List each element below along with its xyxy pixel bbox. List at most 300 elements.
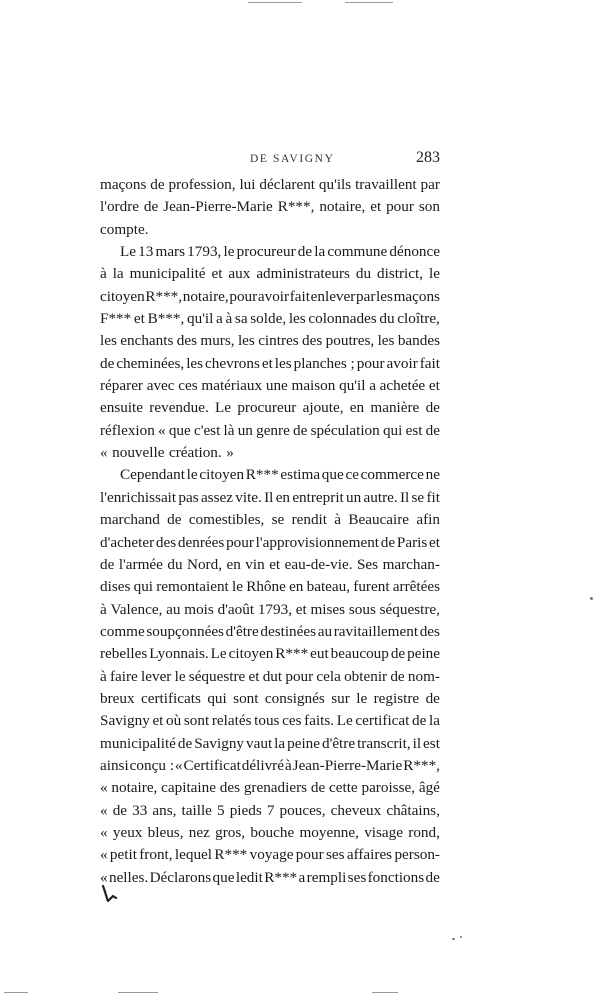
text-word: en xyxy=(289,578,304,596)
text-word: citoyen xyxy=(228,645,274,663)
text-word: de xyxy=(112,801,128,819)
text-word: et xyxy=(261,354,273,372)
text-word: voyage xyxy=(249,846,294,864)
text-word: au xyxy=(317,622,333,640)
text-word: procureur xyxy=(236,243,296,261)
text-word: en xyxy=(275,488,291,506)
text-word: certificats xyxy=(141,689,201,707)
text-word: Il xyxy=(264,488,274,506)
text-word: mises xyxy=(310,600,346,618)
text-word: sont xyxy=(183,712,210,730)
text-word: Valence, xyxy=(110,600,163,618)
text-word: eut xyxy=(310,645,329,663)
text-word: cette xyxy=(329,779,358,797)
text-word: Le xyxy=(210,645,227,663)
text-word: person- xyxy=(394,846,440,864)
text-word: d'être xyxy=(321,734,356,752)
text-word: rempli xyxy=(306,868,347,886)
text-word: qui xyxy=(207,689,227,707)
text-word: pour xyxy=(386,198,414,216)
text-word: un xyxy=(346,488,362,506)
text-word: au xyxy=(166,600,181,618)
text-word: eau-de-vie. xyxy=(284,555,353,573)
text-word: municipalité xyxy=(129,265,206,283)
text-word: de xyxy=(167,511,182,529)
text-word: travaillent xyxy=(355,176,417,193)
text-word: création. xyxy=(168,444,222,462)
text-word: remontaient xyxy=(156,578,229,596)
text-word: et xyxy=(269,555,281,573)
text-word: citoyen xyxy=(100,287,145,305)
text-word: taille xyxy=(181,801,212,819)
text-line xyxy=(100,733,440,755)
text-word: les xyxy=(186,354,204,372)
text-word: de xyxy=(425,689,440,707)
text-line xyxy=(100,241,440,263)
text-word: « xyxy=(100,823,108,841)
text-word: administrateurs xyxy=(256,265,350,283)
ink-flourish-mark xyxy=(100,883,120,905)
text-word: petit xyxy=(109,846,137,864)
text-word: paroisse, xyxy=(361,779,416,797)
text-word: à xyxy=(100,265,107,283)
text-word: et xyxy=(211,265,223,283)
text-word: chevrons xyxy=(205,354,260,372)
text-word: estima xyxy=(280,466,321,484)
text-line xyxy=(100,420,440,442)
text-word: marchan- xyxy=(382,555,440,573)
text-word: « xyxy=(174,756,183,774)
text-word: de xyxy=(297,243,313,261)
text-word: ces xyxy=(282,712,302,730)
text-word: et xyxy=(152,712,164,730)
text-word: ensuite xyxy=(100,399,144,417)
text-word: du xyxy=(379,310,395,328)
scan-speck xyxy=(590,597,593,600)
text-word: à xyxy=(100,600,107,618)
text-word: âgé xyxy=(418,779,440,797)
text-word: denrées xyxy=(177,533,225,551)
text-word: » xyxy=(226,444,234,462)
text-line xyxy=(100,822,440,844)
text-word: commerce xyxy=(360,466,424,484)
text-word: avec xyxy=(146,377,175,395)
text-word: 1793, xyxy=(257,600,292,618)
text-word: de xyxy=(310,779,326,797)
text-word: tous xyxy=(254,712,280,730)
text-word: Savigny xyxy=(100,712,150,730)
text-word: « xyxy=(158,421,166,439)
text-word: faits. xyxy=(304,712,335,730)
text-word: cela xyxy=(316,667,341,685)
text-line xyxy=(100,286,440,308)
text-word: ajoute, xyxy=(302,399,344,417)
text-line xyxy=(100,554,440,576)
text-word: Le xyxy=(215,399,232,417)
text-word: municipalité xyxy=(100,734,176,752)
text-word: murs, xyxy=(200,332,235,350)
text-word: de xyxy=(412,712,427,730)
text-word: Certificat xyxy=(183,756,241,774)
page-number: 283 xyxy=(416,149,440,166)
text-word: bandes xyxy=(397,332,440,350)
text-word: enchants xyxy=(120,332,174,350)
text-word: et xyxy=(295,600,307,618)
text-word: de xyxy=(143,198,159,216)
text-word: ravitaillement xyxy=(333,622,419,640)
text-word: Jean-Pierre-Marie xyxy=(292,756,403,774)
text-word: Le xyxy=(336,712,353,730)
text-word: notaire, xyxy=(319,198,366,216)
text-word: et xyxy=(428,377,440,395)
text-word: bouche xyxy=(250,823,295,841)
text-word: revendue. xyxy=(149,399,209,417)
text-word: avoir xyxy=(386,354,418,372)
text-word: ses xyxy=(347,868,367,886)
text-word: il xyxy=(412,734,422,752)
text-line xyxy=(100,599,440,621)
text-word: planches ; xyxy=(293,354,355,372)
text-word: nez xyxy=(188,823,210,841)
scan-edge-mark xyxy=(118,992,158,993)
text-word: par xyxy=(355,287,376,305)
scan-edge-mark xyxy=(248,2,302,3)
text-word: délivré xyxy=(241,756,284,774)
text-word: comestibles, xyxy=(188,511,265,529)
text-word: de xyxy=(425,399,440,417)
text-word: citoyen xyxy=(199,466,245,484)
text-word: furent xyxy=(353,578,390,596)
text-word: vin xyxy=(245,555,265,573)
text-word: ces xyxy=(178,377,198,395)
text-word: à xyxy=(334,511,342,529)
text-word: Cependant xyxy=(120,466,185,484)
text-word: qui xyxy=(133,578,154,596)
text-word: procureur xyxy=(237,399,297,417)
text-line xyxy=(100,219,440,241)
text-word: ans, xyxy=(152,801,177,819)
text-word: pour xyxy=(229,287,258,305)
text-line xyxy=(100,397,440,419)
text-word: peine xyxy=(287,734,320,752)
text-word: sont xyxy=(233,689,259,707)
text-word: a xyxy=(298,868,306,886)
text-word: entreprit xyxy=(292,488,344,506)
text-word: ledit xyxy=(235,868,263,886)
text-word: pour xyxy=(285,667,314,685)
text-word: ce xyxy=(345,466,359,484)
text-word: que xyxy=(321,466,344,484)
text-word: pouces, xyxy=(279,801,326,819)
text-word: afin xyxy=(416,511,440,529)
text-word: fait xyxy=(289,287,310,305)
text-word: et xyxy=(248,667,260,685)
text-word: les xyxy=(377,332,395,350)
text-word: maçons xyxy=(393,287,440,305)
text-word: soupçonnées xyxy=(146,622,224,640)
text-word: dénonce xyxy=(389,243,440,261)
text-line xyxy=(100,442,440,464)
text-word: des xyxy=(155,533,177,551)
text-word: est xyxy=(423,734,440,752)
text-word: dises xyxy=(100,578,131,596)
text-word: les xyxy=(274,354,292,372)
text-word: en xyxy=(349,399,365,417)
text-word: lui xyxy=(239,176,256,193)
text-word: de xyxy=(177,734,193,752)
body-text xyxy=(100,174,440,889)
text-word: marchand xyxy=(100,511,160,529)
text-word: réparer xyxy=(100,377,143,395)
text-word: qui xyxy=(382,421,403,439)
text-word: cheveux xyxy=(330,801,382,819)
text-word: châtains, xyxy=(386,801,440,819)
text-word: transcrit, xyxy=(357,734,411,752)
text-word: la xyxy=(314,243,326,261)
text-word: Nord, xyxy=(187,555,223,573)
text-word: et xyxy=(133,310,145,328)
text-word: l'armée xyxy=(118,555,163,573)
text-word: pas xyxy=(178,488,199,506)
text-word: assez xyxy=(200,488,233,506)
text-word: Savigny xyxy=(194,734,245,752)
text-word: de xyxy=(100,555,115,573)
text-word: « xyxy=(100,846,108,864)
text-word: breux xyxy=(100,689,135,707)
text-word: « xyxy=(100,444,108,462)
text-word: bleus, xyxy=(147,823,184,841)
text-word: « xyxy=(100,779,108,797)
text-word: genre xyxy=(256,421,290,439)
text-word: et xyxy=(429,533,440,551)
text-word: c'est xyxy=(193,421,221,439)
text-word: que xyxy=(212,868,235,886)
text-line xyxy=(100,532,440,554)
text-word: consignés xyxy=(264,689,325,707)
text-word: arrêtées xyxy=(392,578,440,596)
text-word: cintres xyxy=(258,332,299,350)
text-word: le xyxy=(232,578,243,596)
text-word: le xyxy=(356,689,368,707)
text-word: bateau, xyxy=(306,578,351,596)
text-word: a xyxy=(216,310,223,328)
text-word: où xyxy=(166,712,182,730)
scan-edge-mark xyxy=(372,992,398,993)
text-word: les xyxy=(100,332,117,350)
text-word: 5 xyxy=(217,801,225,819)
text-line xyxy=(100,174,440,196)
text-word: mois xyxy=(184,600,214,618)
text-word: 13 xyxy=(138,243,154,261)
text-line xyxy=(100,487,440,509)
text-word: R*** xyxy=(214,846,248,864)
text-word: capitaine xyxy=(161,779,216,797)
text-word: le xyxy=(174,667,186,685)
text-word: R***, xyxy=(403,756,440,774)
text-word: Rhône xyxy=(246,578,286,596)
text-word: F*** xyxy=(100,310,132,328)
scan-speck xyxy=(452,938,455,940)
text-line xyxy=(100,643,440,665)
text-word: et xyxy=(370,198,382,216)
text-word: vite. xyxy=(235,488,262,506)
text-word: vaut xyxy=(246,734,273,752)
text-word: de xyxy=(390,645,406,663)
text-word: pieds xyxy=(229,801,262,819)
text-word: R*** xyxy=(264,868,298,886)
text-word: la xyxy=(112,265,124,283)
running-title: DE SAVIGNY xyxy=(250,153,335,165)
text-word: gros, xyxy=(215,823,246,841)
text-word: les xyxy=(288,310,306,328)
text-word: à xyxy=(100,667,107,685)
text-word: registre xyxy=(373,689,420,707)
text-word: R***, xyxy=(277,198,315,216)
text-word: la xyxy=(274,734,286,752)
text-word: cheminées, xyxy=(116,354,185,372)
text-line xyxy=(100,576,440,598)
text-word: de xyxy=(390,667,405,685)
text-word: faire xyxy=(109,667,138,685)
text-word: à xyxy=(284,756,292,774)
text-word: là xyxy=(223,421,235,439)
text-word: 33 xyxy=(132,801,148,819)
text-word: ainsi xyxy=(100,756,129,774)
text-word: comme xyxy=(100,622,145,640)
text-word: fit xyxy=(426,488,440,506)
text-word: les xyxy=(237,332,255,350)
text-line xyxy=(100,777,440,799)
text-word: lequel xyxy=(174,846,213,864)
text-word: que xyxy=(168,421,191,439)
text-word: pour xyxy=(295,846,324,864)
text-word: 7 xyxy=(266,801,275,819)
text-line xyxy=(100,755,440,777)
text-word: dut xyxy=(262,667,283,685)
text-word: un xyxy=(237,421,253,439)
text-word: des xyxy=(219,779,241,797)
text-word: par xyxy=(420,176,440,193)
text-word: se xyxy=(271,511,285,529)
text-word: d'être xyxy=(225,622,259,640)
text-line xyxy=(100,330,440,352)
text-word: maison xyxy=(291,377,336,395)
text-word: séquestre, xyxy=(379,600,440,618)
text-word: sa xyxy=(234,310,248,328)
text-word: se xyxy=(411,488,425,506)
text-word: ses xyxy=(325,846,345,864)
text-word: la xyxy=(429,712,440,730)
text-word: R*** xyxy=(275,645,309,663)
text-word: compte. xyxy=(100,220,149,238)
text-word: fonctions xyxy=(367,868,425,886)
text-word: Beaucaire xyxy=(348,511,410,529)
text-word: matériaux xyxy=(201,377,263,395)
text-word: avoir xyxy=(257,287,290,305)
text-word: du xyxy=(355,265,372,283)
text-line xyxy=(100,621,440,643)
text-word: conçu : xyxy=(129,756,174,774)
text-word: le xyxy=(223,243,235,261)
text-word: autre. xyxy=(363,488,398,506)
text-word: lever xyxy=(141,667,172,685)
text-word: rebelles xyxy=(100,645,148,663)
text-word: a xyxy=(369,377,376,395)
text-line xyxy=(100,263,440,285)
text-word: de xyxy=(293,421,308,439)
text-word: Déclarons xyxy=(149,868,212,886)
text-word: achetée xyxy=(379,377,426,395)
text-word: obtenir xyxy=(344,667,388,685)
text-word: qu'il xyxy=(339,377,366,395)
text-word: d'acheter xyxy=(100,533,155,551)
text-word: aux xyxy=(228,265,251,283)
text-word: ne xyxy=(425,466,440,484)
text-word: R***, xyxy=(145,287,183,305)
text-word: enlever xyxy=(310,287,356,305)
text-word: qu'ils xyxy=(318,176,352,193)
text-word: du xyxy=(167,555,183,573)
text-word: notaire, xyxy=(182,287,229,305)
text-word: B***, xyxy=(147,310,185,328)
text-word: le xyxy=(186,466,198,484)
scan-edge-mark xyxy=(4,992,28,993)
text-word: cloître, xyxy=(397,310,440,328)
text-line xyxy=(100,666,440,688)
text-word: rond, xyxy=(408,823,440,841)
text-word: relatés xyxy=(211,712,252,730)
text-word: sur xyxy=(331,689,350,707)
text-word: Paris xyxy=(396,533,428,551)
text-word: des xyxy=(419,622,440,640)
scan-speck xyxy=(460,936,462,938)
text-word: certificat xyxy=(355,712,410,730)
text-word: Lyonnais. xyxy=(149,645,209,663)
text-word: le xyxy=(428,265,440,283)
text-word: de xyxy=(425,421,440,439)
text-word: « xyxy=(100,801,108,819)
text-word: l'approvisionnement xyxy=(255,533,380,551)
text-word: solde, xyxy=(250,310,287,328)
text-word: affaires xyxy=(346,846,393,864)
text-word: l'ordre xyxy=(100,198,139,216)
text-word: poutres, xyxy=(325,332,375,350)
text-word: à xyxy=(225,310,233,328)
text-line xyxy=(100,509,440,531)
text-word: pour xyxy=(356,354,385,372)
text-word: district, xyxy=(377,265,424,283)
text-word: yeux xyxy=(112,823,143,841)
text-word: nelles. xyxy=(108,868,149,886)
text-word: front, xyxy=(139,846,173,864)
text-word: une xyxy=(265,377,288,395)
text-word: colonnades xyxy=(308,310,377,328)
text-word: de xyxy=(380,533,396,551)
text-line xyxy=(100,867,440,889)
text-word: qu'il xyxy=(186,310,214,328)
text-word: manière xyxy=(370,399,420,417)
text-line xyxy=(100,800,440,822)
text-line xyxy=(100,464,440,486)
text-word: Il xyxy=(399,488,410,506)
text-word: de xyxy=(150,176,165,193)
text-word: R*** xyxy=(245,466,279,484)
text-word: pour xyxy=(226,533,254,551)
text-word: Ses xyxy=(356,555,379,573)
text-word: les xyxy=(376,287,393,305)
text-word: spéculation xyxy=(310,421,380,439)
text-word: en xyxy=(226,555,241,573)
